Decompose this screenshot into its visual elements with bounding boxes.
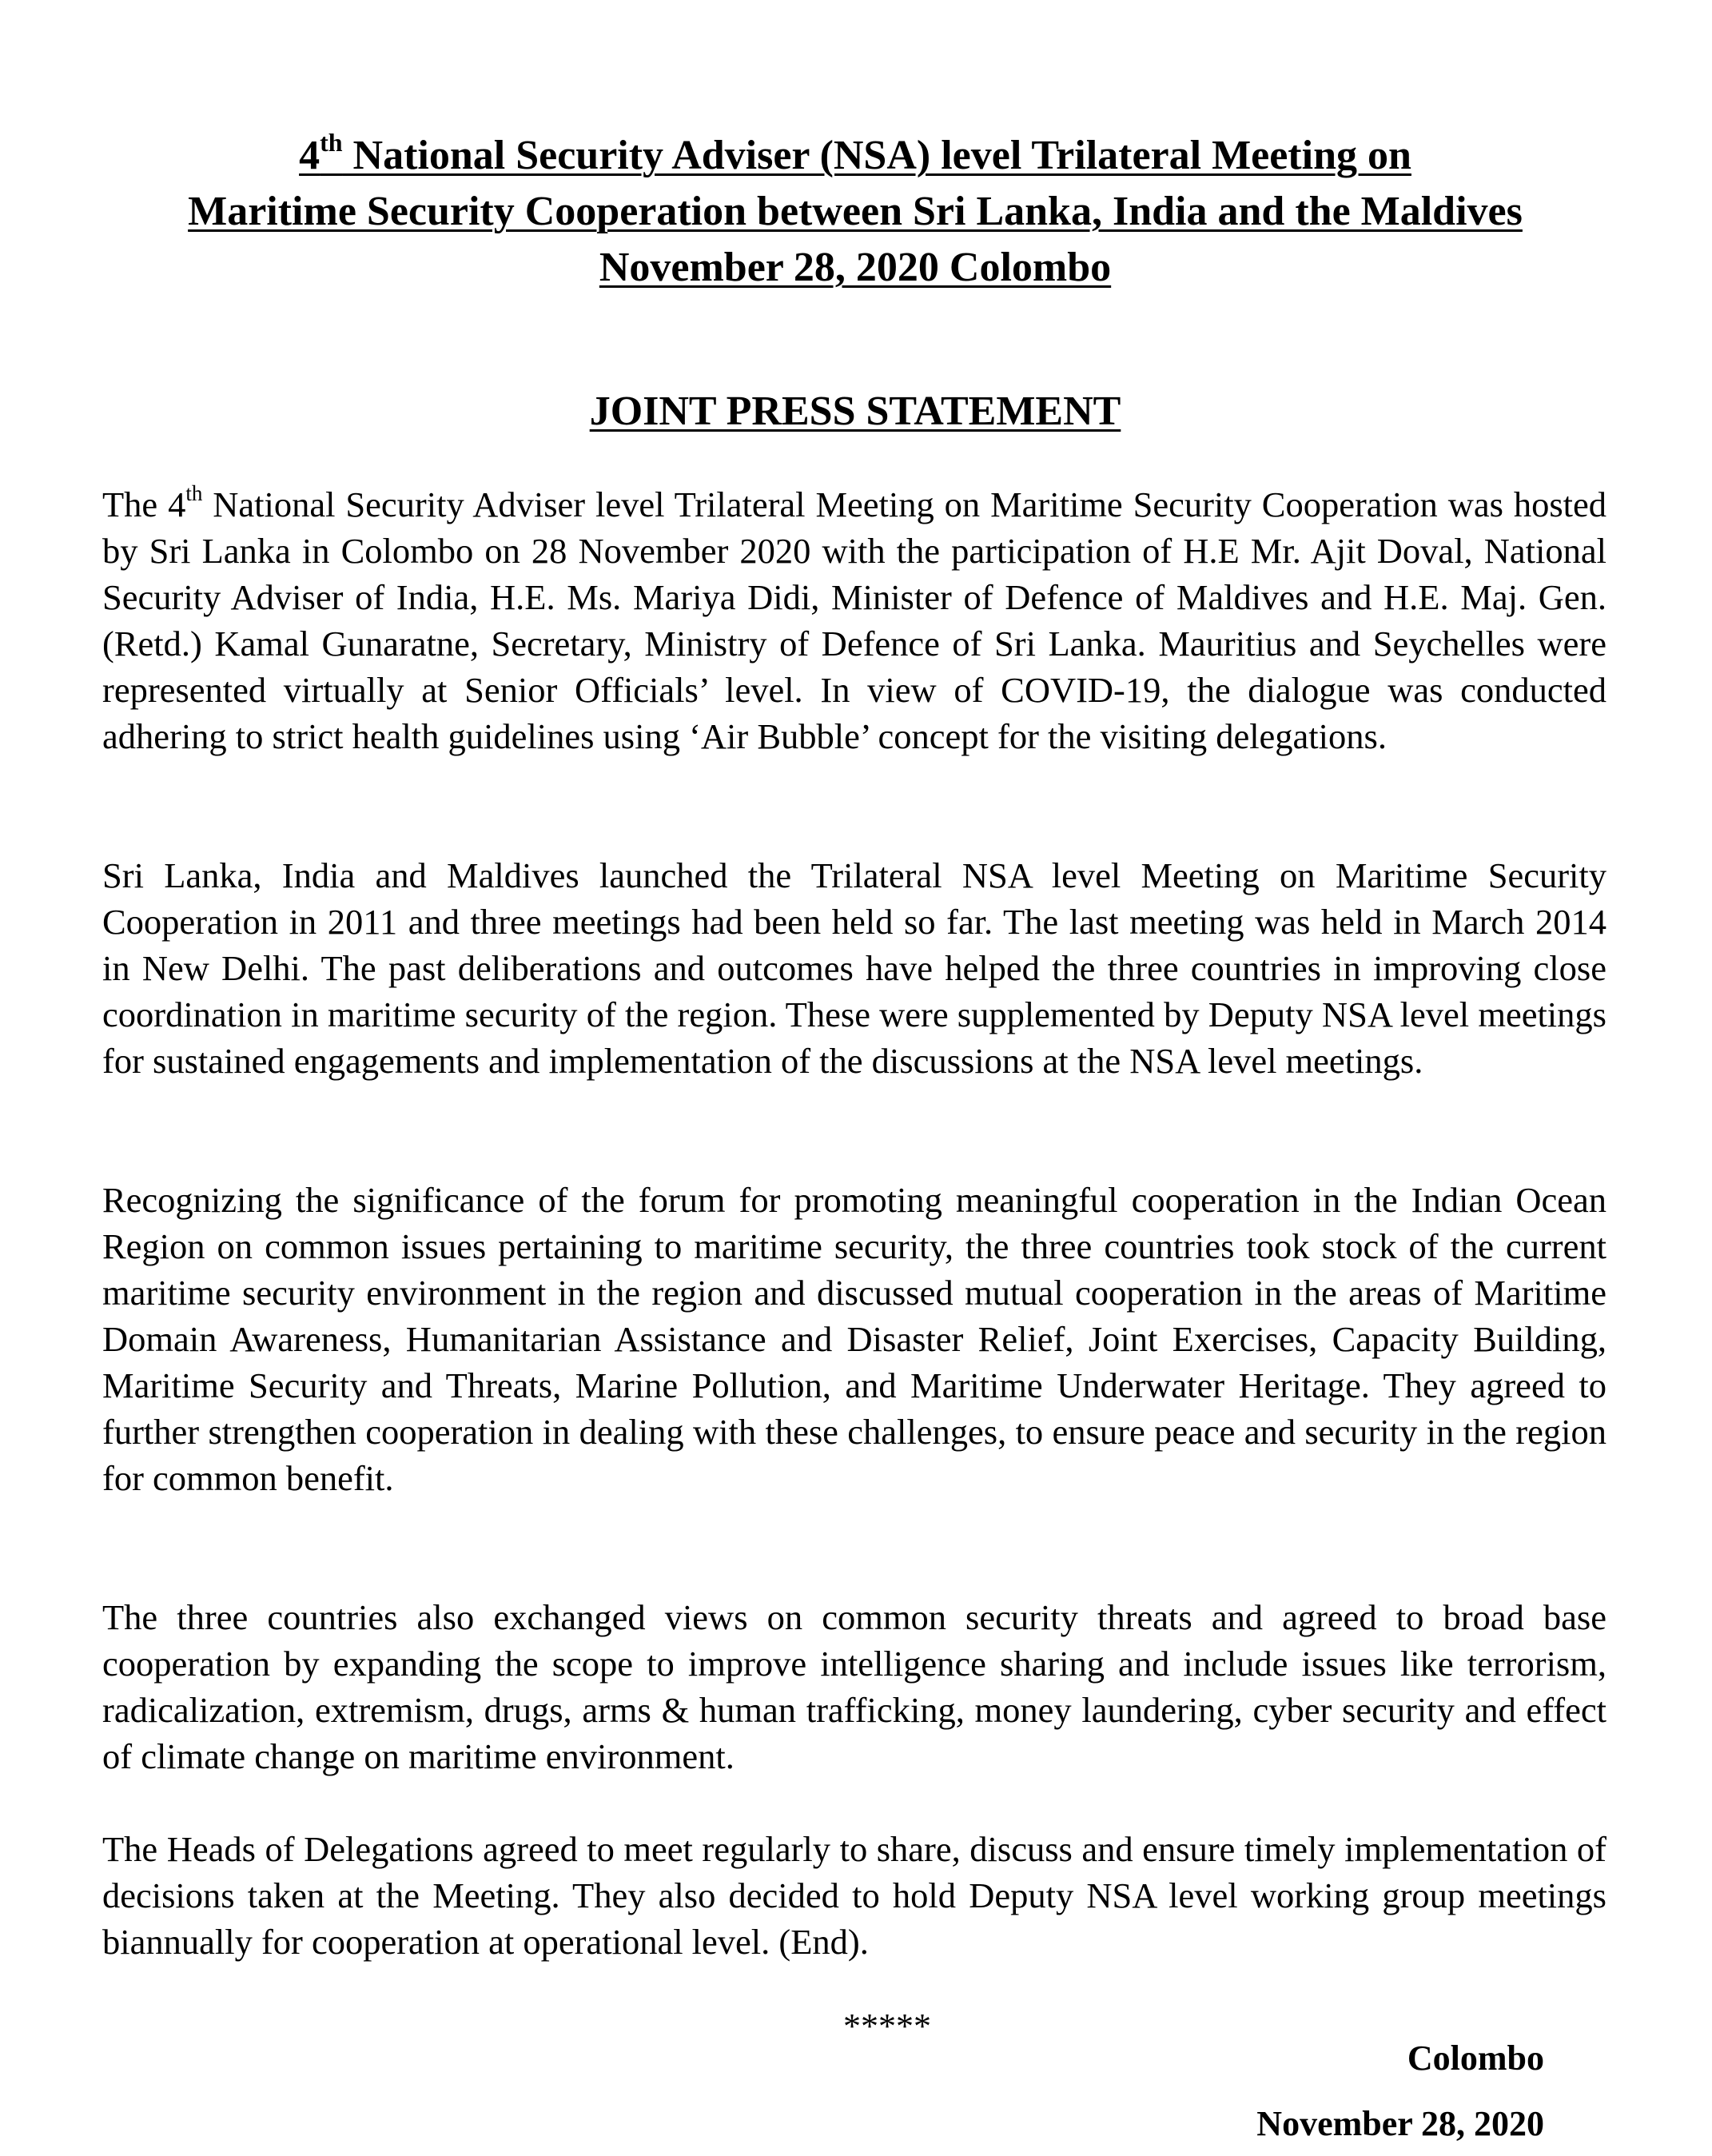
paragraph-1-ordinal-suffix: th <box>185 481 203 505</box>
title-line-1-text: National Security Adviser (NSA) level Trilateral Meeting on <box>342 133 1411 178</box>
paragraph-4-text: The three countries also exchanged views on common security threats and agreed to broad base cooperation by expanding the scope to improve intelligence sharing and include issues like terrorism, radicalization, extremism, drugs, arms & human trafficking, money laundering, cyber security and effect of climate change on maritime environment. <box>102 1597 1606 1776</box>
paragraph-1-text: National Security Adviser level Trilateral Meeting on Maritime Security Cooperation was hosted by Sri Lanka in Colombo on 28 November 2020 with the participation of H.E Mr. Ajit Doval, National Security Adviser of India, H.E. Ms. Mariya Didi, Minister of Defence of Maldives and H.E. Maj. Gen. (Retd.) Kamal Gunaratne, Secretary, Ministry of Defence of Sri Lanka. Mauritius and Seychelles were represented virtually at Senior Officials’ level. In view of COVID-19, the dialogue was conducted adhering to strict health guidelines using ‘Air Bubble’ concept for the visiting delegations. <box>102 484 1607 756</box>
paragraph-4 <box>102 1594 1606 1779</box>
paragraph-5-text: The Heads of Delegations agreed to meet regularly to share, discuss and ensure timely implementation of decisions taken at the Meeting. They also decided to hold Deputy NSA level working group meetings biannually for cooperation at operational level. (End). <box>102 1829 1606 1962</box>
signoff-date: November 28, 2020 <box>1256 2104 1544 2143</box>
document-title <box>96 128 1614 296</box>
end-separator: ***** <box>843 2007 931 2046</box>
title-ordinal-number: 4 <box>299 133 321 178</box>
paragraph-2 <box>102 852 1606 1084</box>
paragraph-3 <box>102 1177 1606 1501</box>
title-line-3: November 28, 2020 Colombo <box>599 245 1112 290</box>
joint-press-statement-heading: JOINT PRESS STATEMENT <box>589 389 1121 434</box>
title-line-1 <box>96 128 1614 184</box>
paragraph-1-prefix: The 4 <box>102 484 186 524</box>
title-ordinal-suffix: th <box>320 128 343 157</box>
paragraph-2-text: Sri Lanka, India and Maldives launched the Trilateral NSA level Meeting on Maritime Security Cooperation in 2011 and three meetings had been held so far. The last meeting was held in March 2014 in New Delhi. The past deliberations and outcomes have helped the three countries in improving close coordination in maritime security of the region. These were supplemented by Deputy NSA level meetings for sustained engagements and implementation of the discussions at the NSA level meetings. <box>102 855 1606 1081</box>
signoff-place: Colombo <box>1407 2038 1544 2078</box>
paragraph-3-text: Recognizing the significance of the forum for promoting meaningful cooperation in the Indian Ocean Region on common issues pertaining to maritime security, the three countries took stock of the current maritime security environment in the region and discussed mutual cooperation in the areas of Maritime Domain Awareness, Humanitarian Assistance and Disaster Relief, Joint Exercises, Capacity Building, Maritime Security and Threats, Marine Pollution, and Maritime Underwater Heritage. They agreed to further strengthen cooperation in dealing with these challenges, to ensure peace and security in the region for common benefit. <box>102 1180 1606 1498</box>
paragraph-1 <box>102 481 1606 759</box>
title-line-2: Maritime Security Cooperation between Sri Lanka, India and the Maldives <box>188 189 1523 234</box>
paragraph-5 <box>102 1826 1606 1965</box>
